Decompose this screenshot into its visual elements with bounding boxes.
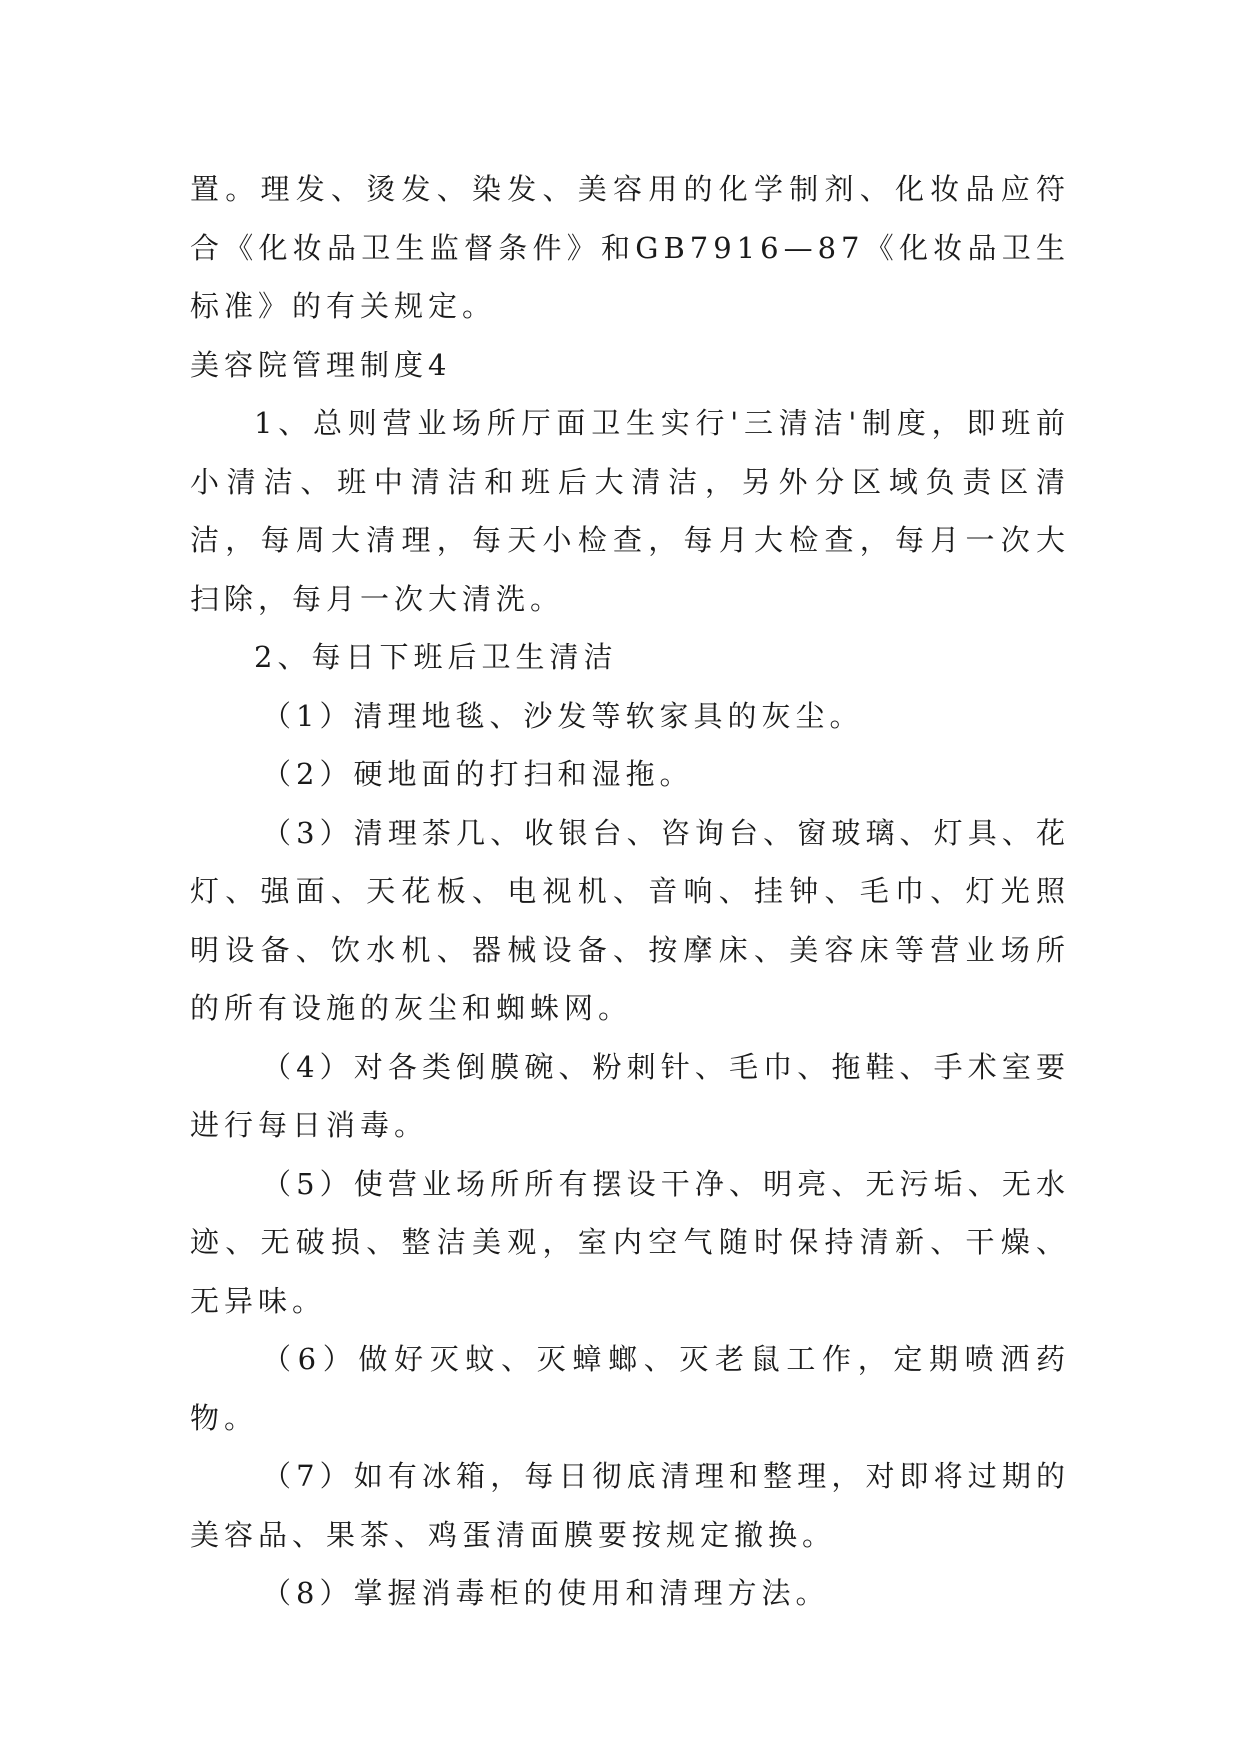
list-item-7: （7）如有冰箱，每日彻底清理和整理，对即将过期的美容品、果茶、鸡蛋清面膜要按规定撤换。: [190, 1459, 1070, 1552]
list-item-2: （2）硬地面的打扫和湿拖。: [262, 757, 694, 791]
paragraph-continuation: 置。理发、烫发、染发、美容用的化学制剂、化妆品应符合《化妆品卫生监督条件》和GB7916—87《化妆品卫生标准》的有关规定。: [190, 172, 1070, 323]
list-item-8: （8）掌握消毒柜的使用和清理方法。: [262, 1576, 830, 1610]
list-item-1: （1）清理地毯、沙发等软家具的灰尘。: [262, 698, 864, 733]
list-item-6: （6）做好灭蚊、灭蟑螂、灭老鼠工作，定期喷洒药物。: [190, 1342, 1070, 1435]
document-body: [190, 160, 1070, 1623]
paragraph-daily-cleaning-title: 2、每日下班后卫生清洁: [254, 640, 618, 674]
list-item-4: （4）对各类倒膜碗、粉刺针、毛巾、拖鞋、手术室要进行每日消毒。: [190, 1049, 1070, 1142]
section-heading: 美容院管理制度4: [190, 347, 452, 382]
list-item-5: （5）使营业场所所有摆设干净、明亮、无污垢、无水迹、无破损、整洁美观，室内空气随时保持清新、干燥、无异味。: [190, 1166, 1070, 1318]
paragraph-general-rule: 1、总则营业场所厅面卫生实行'三清洁'制度，即班前小清洁、班中清洁和班后大清洁，另外分区域负责区清洁，每周大清理，每天小检查，每月大检查，每月一次大扫除，每月一次大清洗。: [190, 406, 1070, 616]
list-item-3: （3）清理茶几、收银台、咨询台、窗玻璃、灯具、花灯、强面、天花板、电视机、音响、挂钟、毛巾、灯光照明设备、饮水机、器械设备、按摩床、美容床等营业场所的所有设施的灰尘和蜘蛛网。: [190, 815, 1070, 1025]
